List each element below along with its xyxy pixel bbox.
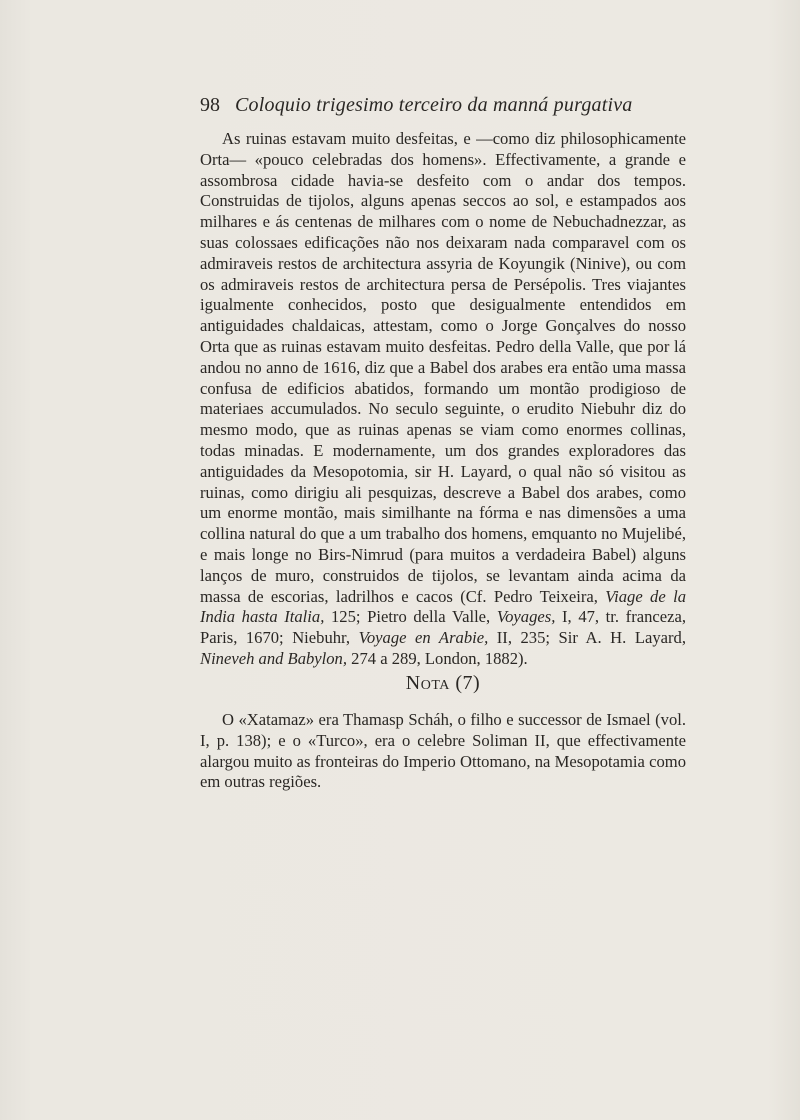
text-run: II, 235; Sir A. H. Layard, xyxy=(496,628,686,648)
text-run: I, 47, tr. franceza, Paris, 1670; Niebuhr, xyxy=(200,607,687,648)
main-paragraph xyxy=(200,129,686,670)
text-run: As ruinas estavam muito desfeitas, e —como diz philosophicamente Orta— «pouco celebradas dos homens». Effectivamente, a grande e assombrosa cidade havia-se desfeito com o andar dos tempos. Construidas de tijolos, alguns apenas seccos ao sol, e estampados aos milhares e ás centenas de milhares com o nome de Nebuchadnezzar, as suas colossaes edificações não nos deixaram nada comparavel com os admiraveis restos de architectura assyria de Koyungik (Ninive), ou com os admiraveis restos de architectura persa de Persépolis. Tres viajantes igualmente conhecidos, posto que desigualmente entendidos em antiguidades chaldaicas, attestam, como o Jorge Gonçalves do nosso Orta que as ruinas estavam muito desfeitas. Pedro della Valle, que por lá andou no anno de 1616, diz que a Babel dos arabes era então uma massa confusa de edificios abatidos, formando um montão prodigioso de materiaes accumulados. No seculo seguinte, o erudito Niebuhr diz do mesmo modo, que as ruinas apenas se viam como enormes collinas, todas minadas. E modernamente, um dos grandes exploradores das antiguidades da Mesopotomia, sir H. Layard, o qual não só visitou as ruinas, como dirigiu ali pesquizas, descreve a Babel dos arabes, como um enorme montão, mais similhante na fórma e nas dimensões a uma collina natural do que a um trabalho dos homens, emquanto no Mujelibé, e mais longe no Birs-Nimrud (para muitos a verdadeira Babel) alguns lanços de muro, construidos de tijolos, se levantam ainda acima da massa de escorias, ladrilhos e cacos (Cf. Pedro Teixeira, xyxy=(200,129,686,606)
note-heading-number: (7) xyxy=(455,672,481,694)
running-title: Coloquio trigesimo terceiro da manná purgativa xyxy=(235,94,633,116)
running-header xyxy=(200,94,670,117)
citation-title: Nineveh and Babylon, xyxy=(200,648,348,668)
text-run: 274 a 289, London, 1882). xyxy=(351,648,528,668)
note-paragraph: O «Xatamaz» era Thamasp Scháh, o filho e successor de Ismael (vol. I, p. 138); e o «Turco», era o celebre Soliman II, que effectivamente alargou muito as fronteiras do Imperio Ottomano, na Mesopotamia como em outras regiões. xyxy=(200,710,686,792)
note-text xyxy=(200,710,686,793)
note-heading-word: Nota xyxy=(405,672,450,694)
page-number: 98 xyxy=(200,94,220,116)
note-heading xyxy=(200,672,686,695)
citation-title: Voyage en Arabie, xyxy=(358,628,489,648)
main-text xyxy=(200,129,686,670)
citation-title: Voyages, xyxy=(496,607,556,627)
citation-title: Viage de la India hasta Italia, xyxy=(200,586,686,627)
text-run: 125; Pietro della Valle, xyxy=(330,607,491,627)
